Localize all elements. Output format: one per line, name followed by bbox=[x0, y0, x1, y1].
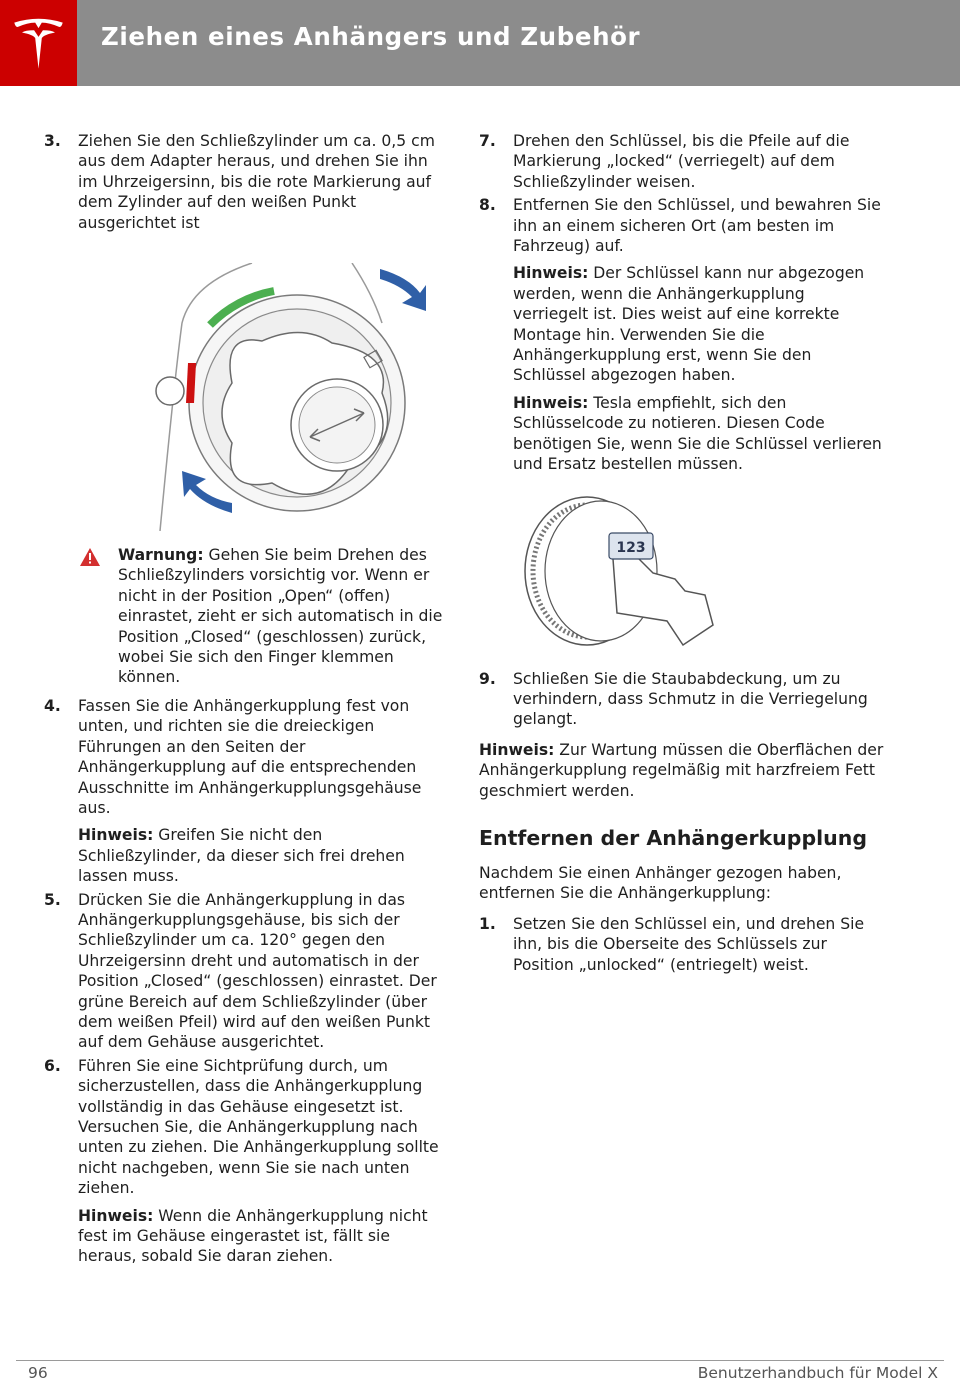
note-label: Hinweis: bbox=[513, 393, 589, 412]
warning-text bbox=[118, 545, 444, 688]
note-label: Hinweis: bbox=[78, 1206, 154, 1225]
step-text: Drücken Sie die Anhängerkupplung in das Anhängerkupplungsgehäuse, bis sich der Schließzylinder um ca. 120° gegen den Uhrzeigersinn dreht und automatisch in der Position „Closed“ (geschlossen) einrastet. Der grüne Bereich auf dem Schließzylinder (über dem weißen Pfeil) wird auf den weißen Punkt auf dem Gehäuse ausgerichtet. bbox=[78, 890, 437, 1052]
warning-icon bbox=[80, 545, 118, 688]
section-heading: Entfernen der Anhängerkupplung bbox=[479, 825, 868, 850]
step-text: Ziehen Sie den Schließzylinder um ca. 0,5 cm aus dem Adapter heraus, und drehen Sie ihn im Uhrzeigersinn, bis die rote Markierung auf dem Zylinder auf den weißen Punkt ausgerichtet ist bbox=[78, 132, 435, 232]
step-text: Drehen den Schlüssel, bis die Pfeile auf die Markierung „locked“ (verriegelt) auf dem Schließzylinder weisen. bbox=[513, 132, 850, 191]
note-text: Greifen Sie nicht den Schließzylinder, da dieser sich frei drehen lassen muss. bbox=[78, 826, 405, 886]
tesla-logo-icon bbox=[11, 16, 66, 71]
warning-body: Gehen Sie beim Drehen des Schließzylinders vorsichtig vor. Wenn er nicht in der Position „Open“ (offen) einrastet, zieht er sich automatisch in die Position „Closed“ (geschlossen) zurück, wobei Sie sich den Finger klemmen können. bbox=[118, 546, 443, 687]
step-number: 9. bbox=[479, 669, 496, 688]
key-code-illustration bbox=[517, 495, 717, 647]
note-label: Hinweis: bbox=[479, 740, 555, 759]
step-number: 3. bbox=[44, 132, 61, 150]
step-5 bbox=[44, 890, 444, 1053]
step-content bbox=[78, 696, 444, 887]
step-note bbox=[513, 393, 884, 475]
step-6 bbox=[44, 1056, 444, 1267]
tesla-logo-box bbox=[0, 0, 77, 86]
note-text: Wenn die Anhängerkupplung nicht fest im Gehäuse eingerastet ist, fällt sie heraus, sobald Sie daran ziehen. bbox=[78, 1206, 428, 1266]
step-content bbox=[513, 195, 884, 474]
maintenance-note bbox=[479, 740, 884, 801]
step-note bbox=[513, 263, 884, 385]
note-text: Tesla empfiehlt, sich den Schlüsselcode zu notieren. Diesen Code benötigen Sie, wenn Sie die Schlüssel verlieren und Ersatz bestellen müssen. bbox=[513, 393, 882, 474]
step-9 bbox=[479, 669, 884, 730]
step-number: 7. bbox=[479, 132, 496, 150]
step-4 bbox=[44, 696, 444, 887]
removal-step-1 bbox=[479, 914, 884, 975]
note-label: Hinweis: bbox=[513, 264, 589, 283]
step-text: Setzen Sie den Schlüssel ein, und drehen Sie ihn, bis die Oberseite des Schlüssels zur Position „unlocked“ (entriegelt) weist. bbox=[513, 914, 865, 974]
step-7 bbox=[479, 131, 884, 192]
page-header bbox=[0, 0, 960, 86]
step-content bbox=[78, 1056, 444, 1267]
page-title: Ziehen eines Anhängers und Zubehör bbox=[101, 22, 641, 51]
step-text: Fassen Sie die Anhängerkupplung fest von unten, und richten sie die dreieckigen Führungen an den Seiten der Anhängerkupplung auf die entsprechenden Ausschnitte im Anhängerkupplungsgehäuse aus. bbox=[78, 696, 422, 817]
step-note bbox=[78, 1206, 444, 1267]
rotation-arrow-top bbox=[380, 269, 426, 311]
note-label: Hinweis: bbox=[78, 826, 154, 845]
step-number: 5. bbox=[44, 890, 61, 909]
step-text: Entfernen Sie den Schlüssel, und bewahren Sie ihn an einem sicheren Ort (am besten im Fahrzeug) auf. bbox=[513, 196, 881, 256]
step-text: Führen Sie eine Sichtprüfung durch, um sicherzustellen, dass die Anhängerkupplung vollständig in das Gehäuse eingesetzt ist. Versuchen Sie, die Anhängerkupplung nach unten zu ziehen. Die Anhängerkupplung sollte nicht nachgeben, wenn Sie sie nach unten ziehen. bbox=[78, 1056, 439, 1198]
step-number: 4. bbox=[44, 696, 61, 715]
key-code-label: 123 bbox=[616, 539, 646, 556]
right-column bbox=[479, 131, 884, 978]
step-3 bbox=[44, 131, 444, 233]
step-number: 1. bbox=[479, 914, 496, 933]
step-number: 8. bbox=[479, 196, 496, 215]
manual-title: Benutzerhandbuch für Model X bbox=[697, 1364, 938, 1382]
footer-divider bbox=[16, 1360, 944, 1361]
step-8 bbox=[479, 195, 884, 474]
step-text: Schließen Sie die Staubabdeckung, um zu verhindern, dass Schmutz in die Verriegelung gelangt. bbox=[513, 669, 868, 729]
warning-box bbox=[44, 545, 444, 688]
step-number: 6. bbox=[44, 1056, 61, 1075]
page-number: 96 bbox=[28, 1364, 48, 1382]
left-column bbox=[44, 131, 444, 1270]
note-text: Zur Wartung müssen die Oberflächen der Anhängerkupplung regelmäßig mit harzfreiem Fett geschmiert werden. bbox=[479, 740, 884, 800]
warning-label: Warnung: bbox=[118, 546, 204, 565]
section-intro: Nachdem Sie einen Anhänger gezogen haben, entfernen Sie die Anhängerkupplung: bbox=[479, 863, 842, 903]
white-dot-marker bbox=[156, 377, 184, 405]
note-text: Der Schlüssel kann nur abgezogen werden, wenn die Anhängerkupplung verriegelt ist. Dies weist auf eine korrekte Montage hin. Verwenden Sie die Anhängerkupplung erst, wenn Sie den Schlüssel abgezogen haben. bbox=[513, 264, 865, 385]
step-note bbox=[78, 825, 444, 886]
lock-cylinder-rotation-illustration bbox=[152, 263, 432, 531]
